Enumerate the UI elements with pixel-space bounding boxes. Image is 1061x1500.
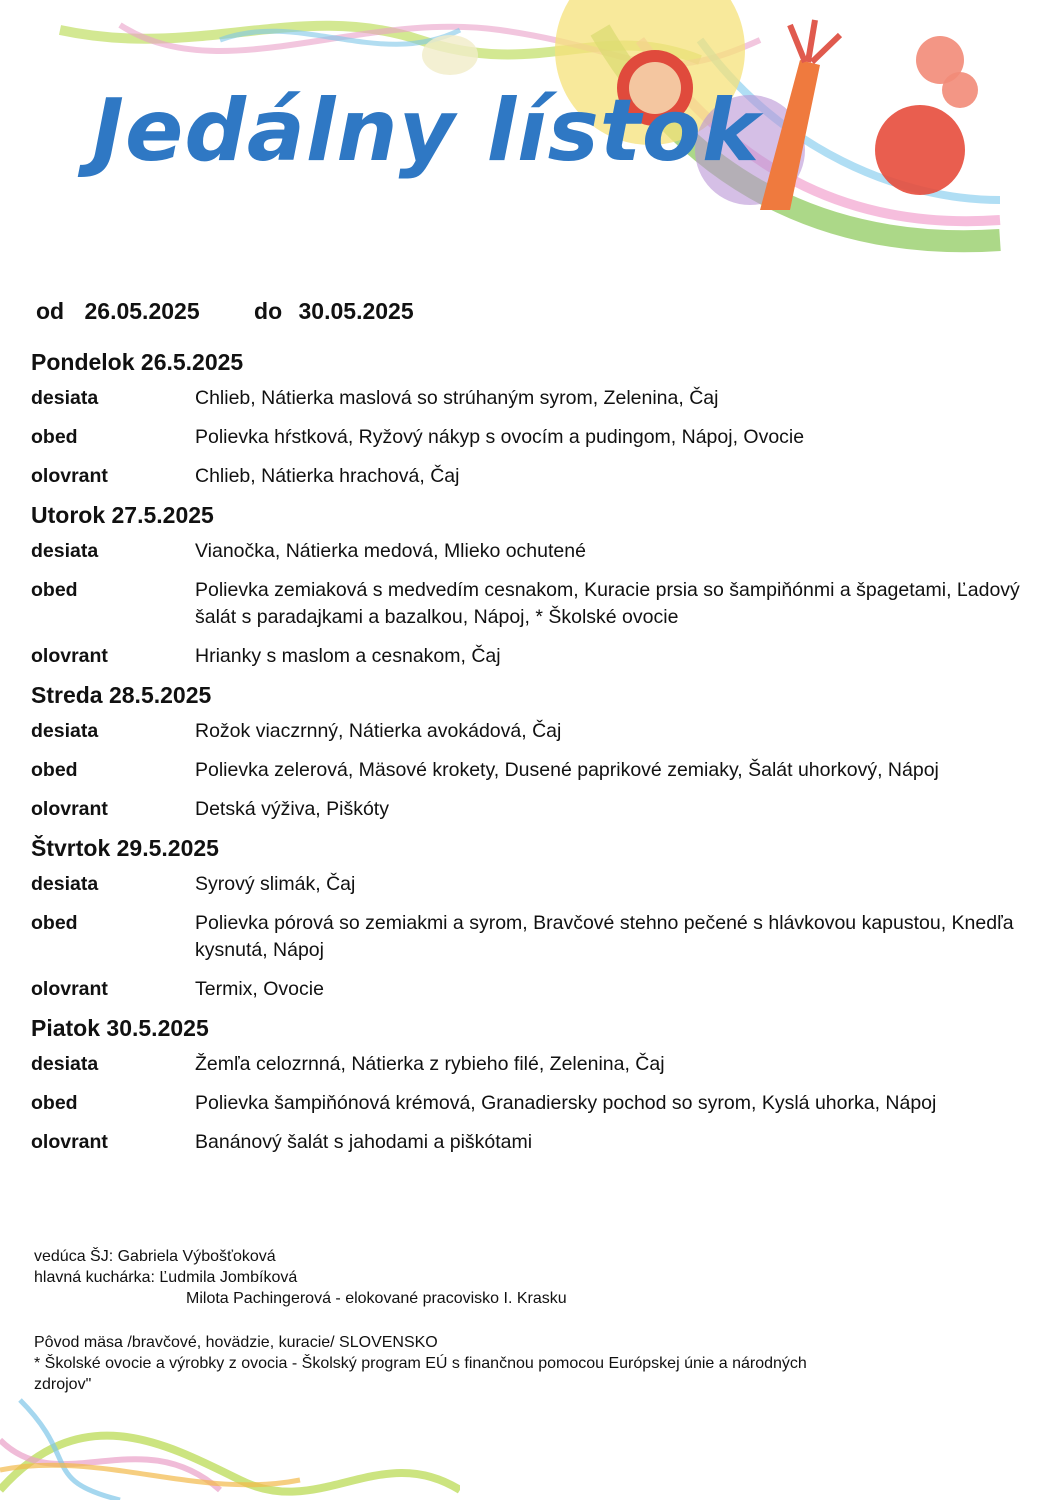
meal-text: Termix, Ovocie xyxy=(195,978,324,1000)
cook2-line: Milota Pachingerová - elokované pracovisko I. Krasku xyxy=(186,1290,567,1307)
to-date: 30.05.2025 xyxy=(298,298,414,324)
meal-text: Žemľa celozrnná, Nátierka z rybieho filé, Zelenina, Čaj xyxy=(195,1053,665,1075)
ribbon-decoration-icon xyxy=(0,1380,460,1500)
from-date: 26.05.2025 xyxy=(84,298,200,324)
day-title: Utorok 27.5.2025 xyxy=(31,502,214,528)
meal-text: Banánový šalát s jahodami a piškótami xyxy=(195,1131,533,1153)
meal-text: Detská výživa, Piškóty xyxy=(195,798,389,820)
meal-row xyxy=(31,871,1021,898)
meal-text: Vianočka, Nátierka medová, Mlieko ochutené xyxy=(195,540,586,562)
day-section xyxy=(31,682,1021,823)
day-section xyxy=(31,1015,1021,1156)
meal-text: Polievka zelerová, Mäsové krokety, Dusené paprikové zemiaky, Šalát uhorkový, Nápoj xyxy=(195,759,939,781)
meal-row xyxy=(31,910,1021,964)
page-title: Jedálny lístok xyxy=(92,81,761,181)
meal-label: desiata xyxy=(31,1053,99,1075)
meal-row xyxy=(31,385,1021,412)
day-section xyxy=(31,349,1021,490)
header-banner xyxy=(0,0,1061,270)
meal-row xyxy=(31,538,1021,565)
day-title: Pondelok 26.5.2025 xyxy=(31,349,244,375)
meal-label: olovrant xyxy=(31,465,108,487)
meal-text: Chlieb, Nátierka hrachová, Čaj xyxy=(195,465,460,487)
meal-row xyxy=(31,463,1021,490)
meal-text: Rožok viaczrnný, Nátierka avokádová, Čaj xyxy=(195,720,562,742)
meal-label: obed xyxy=(31,1092,78,1114)
meal-row xyxy=(31,718,1021,745)
from-label: od xyxy=(36,298,65,324)
fruit-program-note: * Školské ovocie a výrobky z ovocia - Školský program EÚ s finančnou pomocou Európskej únie a národných zdrojov" xyxy=(34,1355,807,1393)
meal-label: obed xyxy=(31,426,78,448)
date-range xyxy=(36,298,414,325)
cook-line: hlavná kuchárka: Ľudmila Jombíková xyxy=(34,1269,298,1286)
meal-label: desiata xyxy=(31,720,99,742)
meal-text: Chlieb, Nátierka maslová so strúhaným syrom, Zelenina, Čaj xyxy=(195,387,719,409)
day-section xyxy=(31,835,1021,1003)
meal-row xyxy=(31,796,1021,823)
meal-label: obed xyxy=(31,759,78,781)
meal-row xyxy=(31,1051,1021,1078)
meal-text: Syrový slimák, Čaj xyxy=(195,873,356,895)
meal-text: Polievka šampiňónová krémová, Granadiersky pochod so syrom, Kyslá uhorka, Nápoj xyxy=(195,1092,937,1114)
day-section xyxy=(31,502,1021,670)
day-title: Streda 28.5.2025 xyxy=(31,682,212,708)
meal-text: Polievka pórová so zemiakmi a syrom, Bravčové stehno pečené s hlávkovou kapustou, Knedľa kysnutá, Nápoj xyxy=(195,912,1014,961)
meal-label: olovrant xyxy=(31,1131,108,1153)
meal-text: Polievka hŕstková, Ryžový nákyp s ovocím a pudingom, Nápoj, Ovocie xyxy=(195,426,805,448)
meal-row xyxy=(31,1129,1021,1156)
meal-label: desiata xyxy=(31,873,99,895)
meal-label: obed xyxy=(31,912,78,934)
meal-label: desiata xyxy=(31,540,99,562)
meal-label: olovrant xyxy=(31,978,108,1000)
meal-row xyxy=(31,976,1021,1003)
meal-row xyxy=(31,643,1021,670)
staff-footer xyxy=(34,1246,567,1309)
meal-label: olovrant xyxy=(31,798,108,820)
meal-label: olovrant xyxy=(31,645,108,667)
meal-row xyxy=(31,757,1021,784)
day-title: Štvrtok 29.5.2025 xyxy=(31,835,219,861)
to-label: do xyxy=(254,298,283,324)
meal-row xyxy=(31,424,1021,451)
meal-text: Hrianky s maslom a cesnakom, Čaj xyxy=(195,645,501,667)
meal-label: desiata xyxy=(31,387,99,409)
meal-text: Polievka zemiaková s medvedím cesnakom, Kuracie prsia so šampiňónmi a špagetami, Ľadový šalát s paradajkami a bazalkou, Nápoj, * Školské ovocie xyxy=(195,579,1020,628)
day-title: Piatok 30.5.2025 xyxy=(31,1015,209,1041)
meal-label: obed xyxy=(31,579,78,601)
meal-row xyxy=(31,577,1021,631)
meat-origin-note: Pôvod mäsa /bravčové, hovädzie, kuracie/ SLOVENSKO xyxy=(34,1334,438,1351)
menu-days xyxy=(31,349,1021,1168)
meal-row xyxy=(31,1090,1021,1117)
manager-line: vedúca ŠJ: Gabriela Výbošťoková xyxy=(34,1248,276,1265)
